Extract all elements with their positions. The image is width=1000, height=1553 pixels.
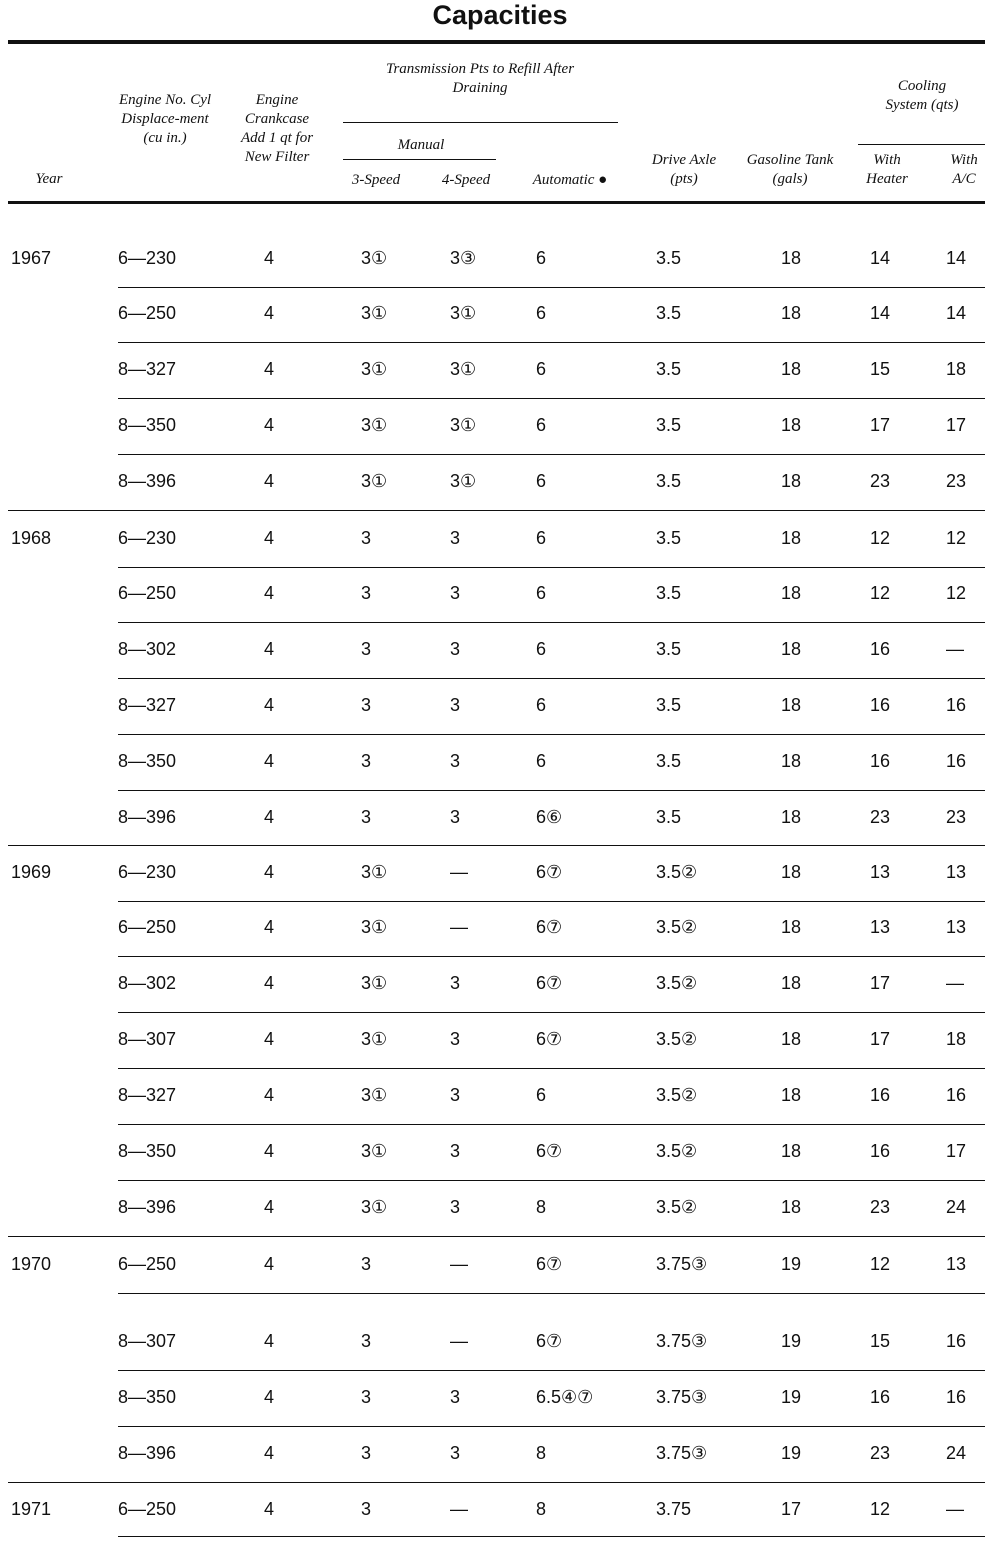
automatic-cell: 6 xyxy=(536,471,547,491)
with-ac-cell: 12 xyxy=(946,583,967,603)
row-divider xyxy=(118,1536,985,1537)
year-group-divider xyxy=(8,1482,985,1483)
manual-4-speed-cell: 3① xyxy=(450,415,477,435)
drive-axle-cell: 3.5② xyxy=(656,1029,698,1049)
manual-4-speed-cell: — xyxy=(450,917,468,937)
with-heater-cell: 12 xyxy=(870,1499,891,1519)
with-ac-cell: — xyxy=(946,1499,964,1519)
with-ac-cell: — xyxy=(946,639,964,659)
with-heater-cell: 12 xyxy=(870,1254,891,1274)
gasoline-tank-cell: 18 xyxy=(781,528,802,548)
automatic-cell: 6 xyxy=(536,359,547,379)
with-ac-cell: 24 xyxy=(946,1443,967,1463)
crankcase-cell: 4 xyxy=(264,528,275,548)
drive-axle-cell: 3.75③ xyxy=(656,1331,708,1351)
with-heater-cell: 17 xyxy=(870,415,891,435)
gasoline-tank-cell: 18 xyxy=(781,1141,802,1161)
crankcase-cell: 4 xyxy=(264,639,275,659)
manual-3-speed-cell: 3 xyxy=(361,639,372,659)
gasoline-tank-cell: 19 xyxy=(781,1254,802,1274)
manual-rule xyxy=(343,159,496,160)
header-automatic: Automatic ● xyxy=(532,172,608,188)
engine-cell: 8—396 xyxy=(118,807,177,827)
drive-axle-cell: 3.5② xyxy=(656,862,698,882)
manual-3-speed-cell: 3 xyxy=(361,1443,372,1463)
drive-axle-cell: 3.5 xyxy=(656,807,682,827)
with-heater-cell: 16 xyxy=(870,695,891,715)
with-ac-cell: 23 xyxy=(946,807,967,827)
automatic-cell: 6 xyxy=(536,639,547,659)
engine-cell: 8—350 xyxy=(118,415,177,435)
with-heater-cell: 23 xyxy=(870,1443,891,1463)
engine-cell: 8—396 xyxy=(118,471,177,491)
row-divider xyxy=(118,342,985,343)
with-heater-cell: 16 xyxy=(870,751,891,771)
manual-4-speed-cell: — xyxy=(450,862,468,882)
crankcase-cell: 4 xyxy=(264,303,275,323)
with-heater-cell: 17 xyxy=(870,1029,891,1049)
automatic-cell: 6⑦ xyxy=(536,1029,563,1049)
crankcase-cell: 4 xyxy=(264,1254,275,1274)
row-divider xyxy=(118,1426,985,1427)
with-heater-cell: 12 xyxy=(870,528,891,548)
automatic-cell: 6 xyxy=(536,303,547,323)
header-with-ac: With A/C xyxy=(950,152,978,187)
row-divider xyxy=(118,1180,985,1181)
row-divider xyxy=(118,956,985,957)
manual-3-speed-cell: 3① xyxy=(361,1085,388,1105)
automatic-cell: 6⑦ xyxy=(536,1141,563,1161)
year-label: 1967 xyxy=(11,248,52,268)
automatic-cell: 8 xyxy=(536,1443,547,1463)
with-heater-cell: 13 xyxy=(870,917,891,937)
crankcase-cell: 4 xyxy=(264,1499,275,1519)
manual-3-speed-cell: 3 xyxy=(361,1331,372,1351)
crankcase-cell: 4 xyxy=(264,415,275,435)
automatic-cell: 6 xyxy=(536,528,547,548)
automatic-cell: 6⑦ xyxy=(536,917,563,937)
with-heater-cell: 15 xyxy=(870,359,891,379)
manual-4-speed-cell: 3 xyxy=(450,639,461,659)
engine-cell: 8—350 xyxy=(118,751,177,771)
manual-3-speed-cell: 3 xyxy=(361,528,372,548)
automatic-cell: 6 xyxy=(536,1085,547,1105)
manual-3-speed-cell: 3 xyxy=(361,1254,372,1274)
engine-cell: 6—230 xyxy=(118,248,177,268)
engine-cell: 8—302 xyxy=(118,639,177,659)
manual-3-speed-cell: 3 xyxy=(361,751,372,771)
manual-4-speed-cell: 3① xyxy=(450,471,477,491)
with-ac-cell: 12 xyxy=(946,528,967,548)
engine-cell: 6—250 xyxy=(118,917,177,937)
with-ac-cell: 16 xyxy=(946,1387,967,1407)
drive-axle-cell: 3.75③ xyxy=(656,1443,708,1463)
crankcase-cell: 4 xyxy=(264,359,275,379)
gasoline-tank-cell: 18 xyxy=(781,303,802,323)
with-heater-cell: 23 xyxy=(870,807,891,827)
engine-cell: 6—250 xyxy=(118,583,177,603)
manual-3-speed-cell: 3 xyxy=(361,1387,372,1407)
gasoline-tank-cell: 18 xyxy=(781,695,802,715)
gasoline-tank-cell: 19 xyxy=(781,1331,802,1351)
automatic-cell: 6 xyxy=(536,415,547,435)
row-divider xyxy=(118,567,985,568)
header-4-speed: 4-Speed xyxy=(441,172,491,188)
automatic-cell: 6 xyxy=(536,695,547,715)
drive-axle-cell: 3.5 xyxy=(656,695,682,715)
engine-cell: 6—230 xyxy=(118,862,177,882)
row-divider xyxy=(118,1012,985,1013)
manual-4-speed-cell: 3① xyxy=(450,303,477,323)
engine-cell: 8—327 xyxy=(118,1085,177,1105)
drive-axle-cell: 3.5② xyxy=(656,1085,698,1105)
header-crankcase: Engine Crankcase Add 1 qt for New Filter xyxy=(240,92,314,165)
gasoline-tank-cell: 18 xyxy=(781,1085,802,1105)
gasoline-tank-cell: 17 xyxy=(781,1499,802,1519)
with-ac-cell: 18 xyxy=(946,359,967,379)
engine-cell: 6—250 xyxy=(118,303,177,323)
header-manual: Manual xyxy=(397,137,445,153)
year-group-divider xyxy=(8,1236,985,1237)
manual-3-speed-cell: 3① xyxy=(361,1141,388,1161)
engine-cell: 6—250 xyxy=(118,1499,177,1519)
year-label: 1968 xyxy=(11,528,52,548)
manual-3-speed-cell: 3① xyxy=(361,973,388,993)
drive-axle-cell: 3.5② xyxy=(656,917,698,937)
automatic-cell: 6 xyxy=(536,583,547,603)
engine-cell: 6—250 xyxy=(118,1254,177,1274)
row-divider xyxy=(118,398,985,399)
drive-axle-cell: 3.5 xyxy=(656,303,682,323)
header-3-speed: 3-Speed xyxy=(351,172,401,188)
crankcase-cell: 4 xyxy=(264,862,275,882)
automatic-cell: 6⑦ xyxy=(536,1254,563,1274)
row-divider xyxy=(118,678,985,679)
with-ac-cell: 17 xyxy=(946,1141,967,1161)
engine-cell: 8—350 xyxy=(118,1387,177,1407)
automatic-cell: 6⑦ xyxy=(536,1331,563,1351)
with-heater-cell: 13 xyxy=(870,862,891,882)
automatic-cell: 6⑦ xyxy=(536,973,563,993)
manual-3-speed-cell: 3① xyxy=(361,248,388,268)
with-heater-cell: 16 xyxy=(870,639,891,659)
with-ac-cell: 16 xyxy=(946,1085,967,1105)
crankcase-cell: 4 xyxy=(264,1443,275,1463)
row-divider xyxy=(118,454,985,455)
header-drive-axle: Drive Axle (pts) xyxy=(651,152,717,187)
drive-axle-cell: 3.5② xyxy=(656,1141,698,1161)
drive-axle-cell: 3.5② xyxy=(656,1197,698,1217)
engine-cell: 6—230 xyxy=(118,528,177,548)
gasoline-tank-cell: 18 xyxy=(781,973,802,993)
year-label: 1970 xyxy=(11,1254,52,1274)
year-group-divider xyxy=(8,510,985,511)
drive-axle-cell: 3.5 xyxy=(656,415,682,435)
manual-3-speed-cell: 3① xyxy=(361,415,388,435)
drive-axle-cell: 3.5 xyxy=(656,639,682,659)
gasoline-tank-cell: 18 xyxy=(781,248,802,268)
crankcase-cell: 4 xyxy=(264,751,275,771)
gasoline-tank-cell: 18 xyxy=(781,862,802,882)
engine-cell: 8—307 xyxy=(118,1029,177,1049)
row-divider xyxy=(118,901,985,902)
automatic-cell: 6 xyxy=(536,248,547,268)
manual-3-speed-cell: 3 xyxy=(361,695,372,715)
row-divider xyxy=(118,1068,985,1069)
manual-4-speed-cell: — xyxy=(450,1254,468,1274)
automatic-cell: 8 xyxy=(536,1499,547,1519)
drive-axle-cell: 3.5 xyxy=(656,583,682,603)
crankcase-cell: 4 xyxy=(264,583,275,603)
manual-4-speed-cell: 3 xyxy=(450,1197,461,1217)
gasoline-tank-cell: 18 xyxy=(781,639,802,659)
header-rule xyxy=(8,201,985,204)
with-ac-cell: 16 xyxy=(946,751,967,771)
gasoline-tank-cell: 18 xyxy=(781,1029,802,1049)
manual-4-speed-cell: 3 xyxy=(450,807,461,827)
with-ac-cell: 18 xyxy=(946,1029,967,1049)
with-heater-cell: 12 xyxy=(870,583,891,603)
manual-4-speed-cell: 3 xyxy=(450,1387,461,1407)
engine-cell: 8—396 xyxy=(118,1197,177,1217)
gasoline-tank-cell: 18 xyxy=(781,583,802,603)
header-engine: Engine No. Cyl Displace-ment (cu in.) xyxy=(118,92,212,146)
engine-cell: 8—327 xyxy=(118,695,177,715)
crankcase-cell: 4 xyxy=(264,807,275,827)
manual-4-speed-cell: 3 xyxy=(450,528,461,548)
gasoline-tank-cell: 18 xyxy=(781,415,802,435)
manual-4-speed-cell: 3 xyxy=(450,973,461,993)
gasoline-tank-cell: 18 xyxy=(781,751,802,771)
drive-axle-cell: 3.75③ xyxy=(656,1387,708,1407)
with-ac-cell: 13 xyxy=(946,862,967,882)
with-heater-cell: 16 xyxy=(870,1387,891,1407)
header-year: Year xyxy=(35,171,63,187)
year-label: 1971 xyxy=(11,1499,52,1519)
header-transmission: Transmission Pts to Refill After Draining xyxy=(385,61,575,96)
row-divider xyxy=(118,734,985,735)
manual-4-speed-cell: 3① xyxy=(450,359,477,379)
with-heater-cell: 16 xyxy=(870,1141,891,1161)
crankcase-cell: 4 xyxy=(264,471,275,491)
row-divider xyxy=(118,790,985,791)
gasoline-tank-cell: 18 xyxy=(781,917,802,937)
gasoline-tank-cell: 19 xyxy=(781,1387,802,1407)
manual-4-speed-cell: 3 xyxy=(450,1085,461,1105)
crankcase-cell: 4 xyxy=(264,917,275,937)
manual-3-speed-cell: 3① xyxy=(361,862,388,882)
automatic-cell: 6⑦ xyxy=(536,862,563,882)
engine-cell: 8—327 xyxy=(118,359,177,379)
with-heater-cell: 14 xyxy=(870,248,891,268)
with-ac-cell: 16 xyxy=(946,1331,967,1351)
header-gasoline-tank: Gasoline Tank (gals) xyxy=(746,152,834,187)
page-title: Capacities xyxy=(432,0,568,30)
crankcase-cell: 4 xyxy=(264,1141,275,1161)
manual-3-speed-cell: 3 xyxy=(361,583,372,603)
drive-axle-cell: 3.5 xyxy=(656,359,682,379)
with-ac-cell: 24 xyxy=(946,1197,967,1217)
row-divider xyxy=(118,622,985,623)
drive-axle-cell: 3.5 xyxy=(656,528,682,548)
manual-3-speed-cell: 3 xyxy=(361,807,372,827)
engine-cell: 8—307 xyxy=(118,1331,177,1351)
drive-axle-cell: 3.5 xyxy=(656,248,682,268)
drive-axle-cell: 3.75③ xyxy=(656,1254,708,1274)
manual-3-speed-cell: 3① xyxy=(361,303,388,323)
engine-cell: 8—350 xyxy=(118,1141,177,1161)
manual-3-speed-cell: 3① xyxy=(361,1197,388,1217)
crankcase-cell: 4 xyxy=(264,1331,275,1351)
automatic-cell: 6 xyxy=(536,751,547,771)
transmission-rule xyxy=(343,122,618,123)
manual-4-speed-cell: 3 xyxy=(450,695,461,715)
manual-4-speed-cell: 3 xyxy=(450,1443,461,1463)
header-with-heater: With Heater xyxy=(866,152,908,187)
header-cooling-system: Cooling System (qts) xyxy=(885,78,959,113)
crankcase-cell: 4 xyxy=(264,1197,275,1217)
manual-3-speed-cell: 3① xyxy=(361,1029,388,1049)
manual-3-speed-cell: 3 xyxy=(361,1499,372,1519)
row-divider xyxy=(118,287,985,288)
automatic-cell: 6⑥ xyxy=(536,807,563,827)
gasoline-tank-cell: 18 xyxy=(781,359,802,379)
with-ac-cell: 13 xyxy=(946,917,967,937)
automatic-cell: 8 xyxy=(536,1197,547,1217)
crankcase-cell: 4 xyxy=(264,695,275,715)
manual-4-speed-cell: — xyxy=(450,1331,468,1351)
gasoline-tank-cell: 18 xyxy=(781,807,802,827)
crankcase-cell: 4 xyxy=(264,973,275,993)
manual-3-speed-cell: 3① xyxy=(361,917,388,937)
cooling-rule xyxy=(858,144,985,145)
drive-axle-cell: 3.5 xyxy=(656,751,682,771)
with-ac-cell: — xyxy=(946,973,964,993)
automatic-cell: 6.5④⑦ xyxy=(536,1387,594,1407)
with-ac-cell: 23 xyxy=(946,471,967,491)
gasoline-tank-cell: 18 xyxy=(781,1197,802,1217)
manual-4-speed-cell: 3 xyxy=(450,1141,461,1161)
manual-4-speed-cell: 3 xyxy=(450,751,461,771)
crankcase-cell: 4 xyxy=(264,1387,275,1407)
with-heater-cell: 17 xyxy=(870,973,891,993)
gasoline-tank-cell: 18 xyxy=(781,471,802,491)
year-label: 1969 xyxy=(11,862,52,882)
drive-axle-cell: 3.75 xyxy=(656,1499,692,1519)
row-divider xyxy=(118,1370,985,1371)
crankcase-cell: 4 xyxy=(264,1029,275,1049)
engine-cell: 8—396 xyxy=(118,1443,177,1463)
with-heater-cell: 23 xyxy=(870,1197,891,1217)
drive-axle-cell: 3.5② xyxy=(656,973,698,993)
with-heater-cell: 16 xyxy=(870,1085,891,1105)
manual-3-speed-cell: 3① xyxy=(361,471,388,491)
with-heater-cell: 23 xyxy=(870,471,891,491)
manual-3-speed-cell: 3① xyxy=(361,359,388,379)
with-ac-cell: 13 xyxy=(946,1254,967,1274)
crankcase-cell: 4 xyxy=(264,1085,275,1105)
gasoline-tank-cell: 19 xyxy=(781,1443,802,1463)
with-heater-cell: 14 xyxy=(870,303,891,323)
manual-4-speed-cell: 3 xyxy=(450,583,461,603)
engine-cell: 8—302 xyxy=(118,973,177,993)
crankcase-cell: 4 xyxy=(264,248,275,268)
with-ac-cell: 14 xyxy=(946,303,967,323)
with-heater-cell: 15 xyxy=(870,1331,891,1351)
manual-4-speed-cell: 3 xyxy=(450,1029,461,1049)
top-rule xyxy=(8,40,985,44)
manual-4-speed-cell: 3③ xyxy=(450,248,477,268)
with-ac-cell: 16 xyxy=(946,695,967,715)
manual-4-speed-cell: — xyxy=(450,1499,468,1519)
row-divider xyxy=(118,1124,985,1125)
row-divider xyxy=(118,1293,985,1294)
year-group-divider xyxy=(8,845,985,846)
with-ac-cell: 17 xyxy=(946,415,967,435)
drive-axle-cell: 3.5 xyxy=(656,471,682,491)
with-ac-cell: 14 xyxy=(946,248,967,268)
